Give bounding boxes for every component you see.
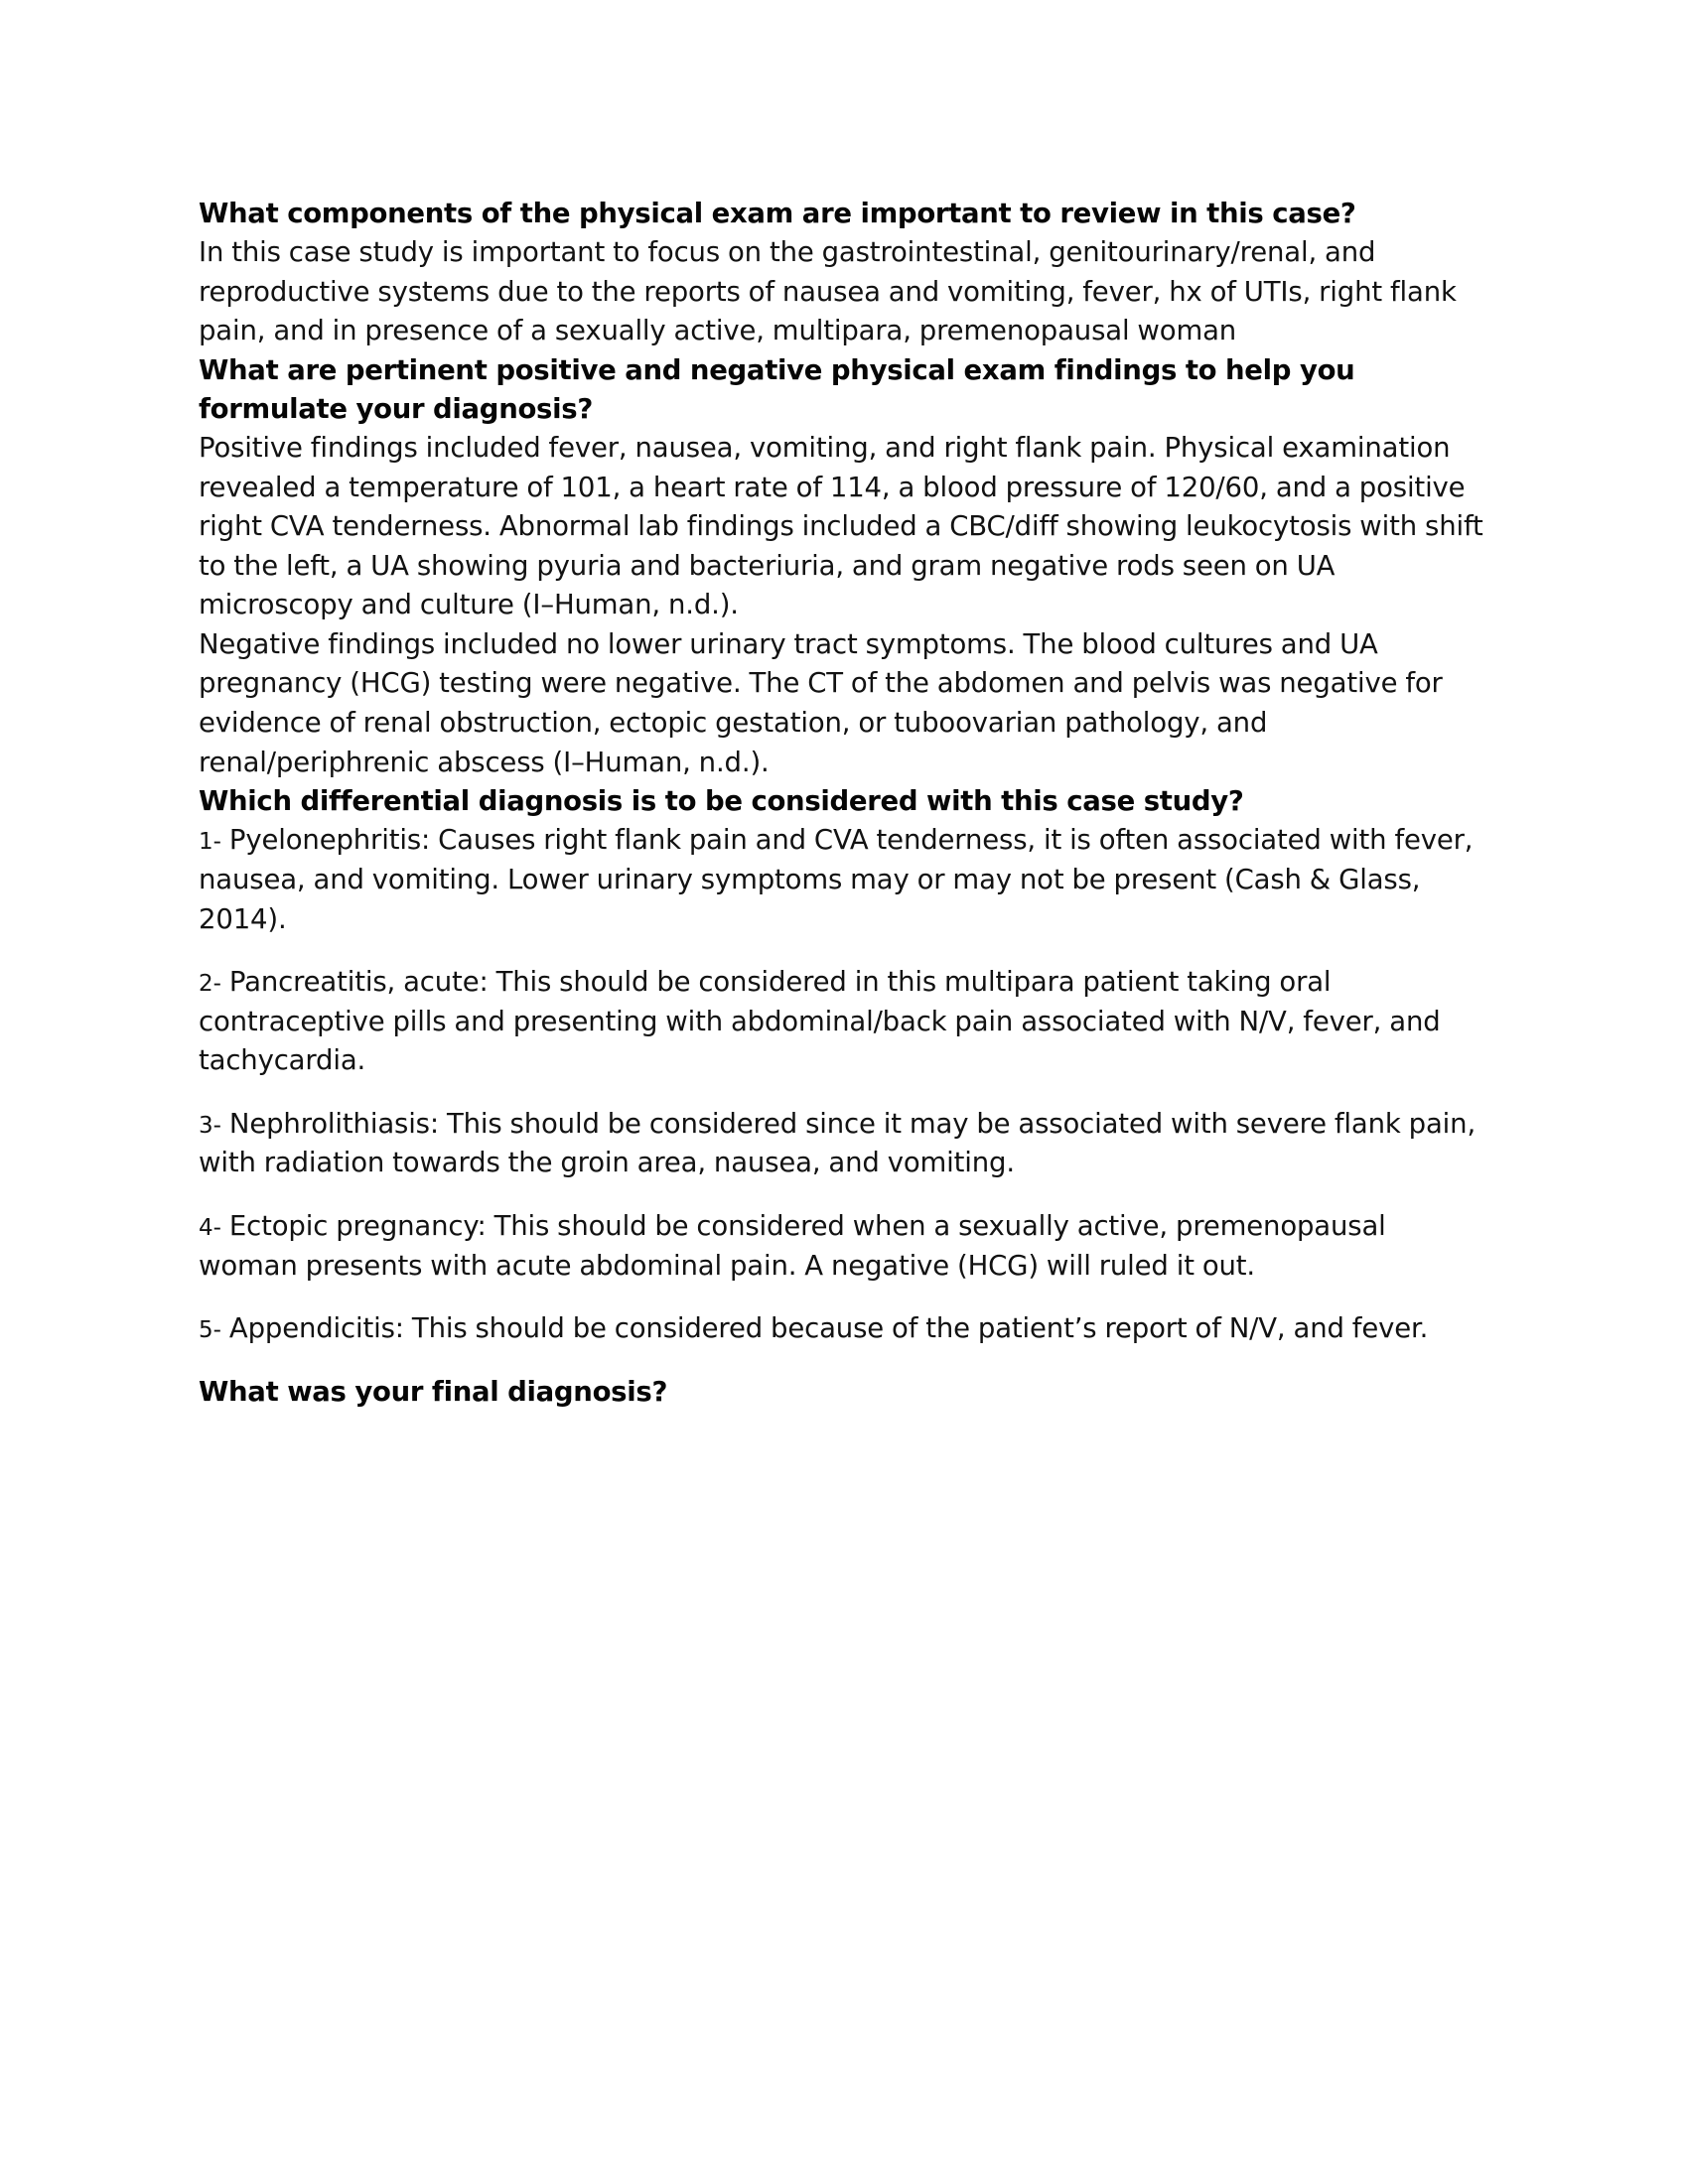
paragraph-case-focus: In this case study is important to focus on the gastrointestinal, genitourinary/renal, and reproductive systems due to the reports of nausea and vomiting, fever, hx of UTIs, right flank pain, and in presence of a sexually active, multipara, premenopausal woman bbox=[199, 236, 1457, 347]
paragraph-positive-findings: Positive findings included fever, nausea, vomiting, and right flank pain. Physical examination revealed a temperature of 101, a heart rate of 114, a blood pressure of 120/60, and a positive right CVA tenderness. Abnormal lab findings included a CBC/diff showing leukocytosis with shift to the left, a UA showing pyuria and bacteriuria, and gram negative rods seen on UA microscopy and culture (I–Human, n.d.). bbox=[199, 431, 1483, 621]
heading-physical-exam-components: What components of the physical exam are important to review in this case? bbox=[199, 198, 1356, 229]
document-body bbox=[199, 195, 1489, 1412]
list-item-text: Pyelonephritis: Causes right flank pain and CVA tenderness, it is often associated with fever, nausea, and vomiting. Lower urinary symptoms may or may not be present (Cash & Glass, 2014). bbox=[199, 824, 1474, 935]
paragraph-negative-findings: Negative findings included no lower urinary tract symptoms. The blood cultures and UA pregnancy (HCG) testing were negative. The CT of the abdomen and pelvis was negative for evidence of renal obstruction, ectopic gestation, or tuboovarian pathology, and renal/periphrenic abscess (I–Human, n.d.). bbox=[199, 627, 1443, 778]
list-item-number: 3- bbox=[199, 1112, 221, 1139]
list-item bbox=[199, 963, 1489, 1081]
list-item-number: 2- bbox=[199, 971, 221, 998]
list-item-number: 1- bbox=[199, 829, 221, 856]
list-item-text: Nephrolithiasis: This should be considered since it may be associated with severe flank pain, with radiation towards the groin area, nausea, and vomiting. bbox=[199, 1107, 1477, 1179]
list-item-number: 4- bbox=[199, 1215, 221, 1242]
list-item-text: Pancreatitis, acute: This should be considered in this multipara patient taking oral contraceptive pills and presenting with abdominal/back pain associated with N/V, fever, and tachycardia. bbox=[199, 966, 1441, 1077]
differential-diagnosis-list bbox=[199, 821, 1489, 1349]
heading-final-diagnosis: What was your final diagnosis? bbox=[199, 1375, 668, 1408]
list-item bbox=[199, 1105, 1489, 1183]
list-item bbox=[199, 1309, 1489, 1349]
list-item bbox=[199, 821, 1489, 939]
heading-differential-diagnosis: Which differential diagnosis is to be considered with this case study? bbox=[199, 785, 1244, 818]
list-item-text: Ectopic pregnancy: This should be considered when a sexually active, premenopausal woman presents with acute abdominal pain. A negative (HCG) will ruled it out. bbox=[199, 1210, 1386, 1282]
list-item bbox=[199, 1207, 1489, 1286]
list-item-text: Appendicitis: This should be considered because of the patient’s report of N/V, and fever. bbox=[220, 1312, 1429, 1345]
heading-pertinent-findings: What are pertinent positive and negative physical exam findings to help you formulate your diagnosis? bbox=[199, 353, 1355, 425]
list-item-number: 5- bbox=[199, 1317, 221, 1344]
